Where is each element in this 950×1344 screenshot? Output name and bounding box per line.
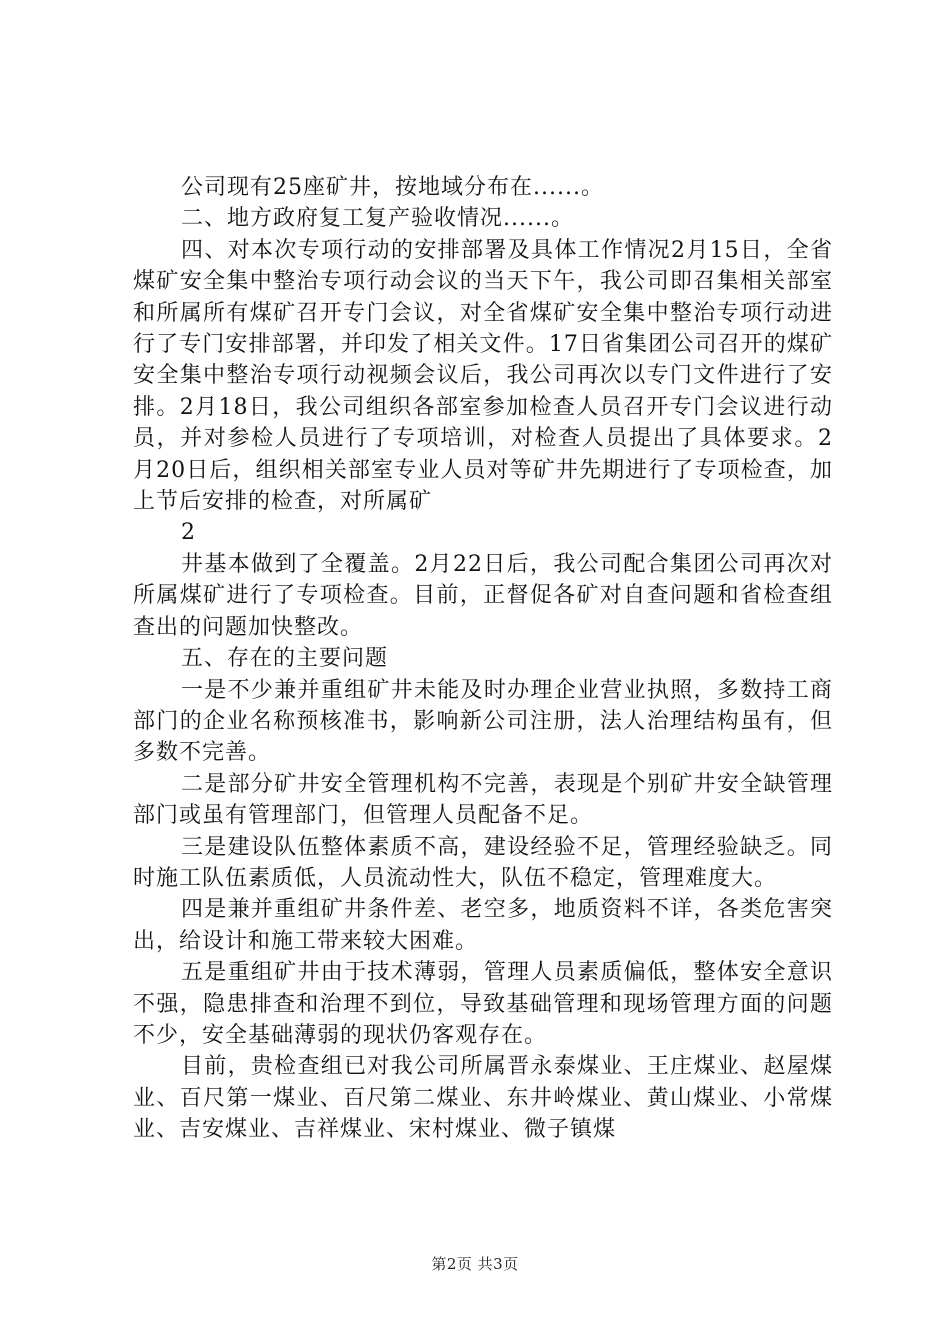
section-heading-main-problems: 五、存在的主要问题 bbox=[181, 646, 389, 672]
paragraph-local-govt-acceptance: 二、地方政府复工复产验收情况......。 bbox=[181, 206, 574, 232]
paragraph-mine-count: 公司现有25座矿井，按地域分布在......。 bbox=[181, 175, 604, 200]
inline-page-number: 2 bbox=[181, 520, 195, 546]
paragraph-problem-five: 五是重组矿井由于技术薄弱，管理人员素质偏低，整体安全意识不强，隐患排查和治理不到位，导致基础管理和现场管理方面的问题不少，安全基础薄弱的现状仍客观存在。 bbox=[133, 960, 833, 1048]
paragraph-problem-four: 四是兼并重组矿井条件差、老空多，地质资料不详，各类危害突出，给设计和施工带来较大困难。 bbox=[133, 897, 833, 954]
paragraph-problem-two: 二是部分矿井安全管理机构不完善，表现是个别矿井安全缺管理部门或虽有管理部门，但管理人员配备不足。 bbox=[133, 771, 833, 829]
paragraph-problem-three: 三是建设队伍整体素质不高，建设经验不足，管理经验缺乏。同时施工队伍素质低，人员流动性大，队伍不稳定，管理难度大。 bbox=[133, 834, 833, 891]
paragraph-problem-one: 一是不少兼并重组矿井未能及时办理企业营业执照，多数持工商部门的企业名称预核准书，影响新公司注册，法人治理结构虽有，但多数不完善。 bbox=[133, 677, 833, 766]
paragraph-full-coverage: 井基本做到了全覆盖。2月22日后，我公司配合集团公司再次对所属煤矿进行了专项检查。目前，正督促各矿对自查问题和省检查组查出的问题加快整改。 bbox=[133, 551, 833, 640]
page-footer: 第2页 共3页 bbox=[431, 1255, 519, 1273]
paragraph-deployment: 四、对本次专项行动的安排部署及具体工作情况2月15日，全省煤矿安全集中整治专项行动会议的当天下午，我公司即召集相关部室和所属所有煤矿召开专门会议，对全省煤矿安全集中整治专项行动进行了专门安排部署，并印发了相关文件。17日省集团公司召开的煤矿安全集中整治专项行动视频会议后，我公司再次以专门文件进行了安排。2月18日，我公司组织各部室参加检查人员召开专门会议进行动员，并对参检人员进行了专项培训，对检查人员提出了具体要求。2月20日后，组织相关部室专业人员对等矿井先期进行了专项检查，加上节后安排的检查，对所属矿 bbox=[133, 237, 833, 515]
document-body bbox=[133, 172, 833, 1146]
paragraph-inspected-mines: 目前，贵检查组已对我公司所属晋永泰煤业、王庄煤业、赵屋煤业、百尺第一煤业、百尺第二煤业、东井岭煤业、黄山煤业、小常煤业、吉安煤业、吉祥煤业、宋村煤业、微子镇煤 bbox=[133, 1054, 833, 1143]
